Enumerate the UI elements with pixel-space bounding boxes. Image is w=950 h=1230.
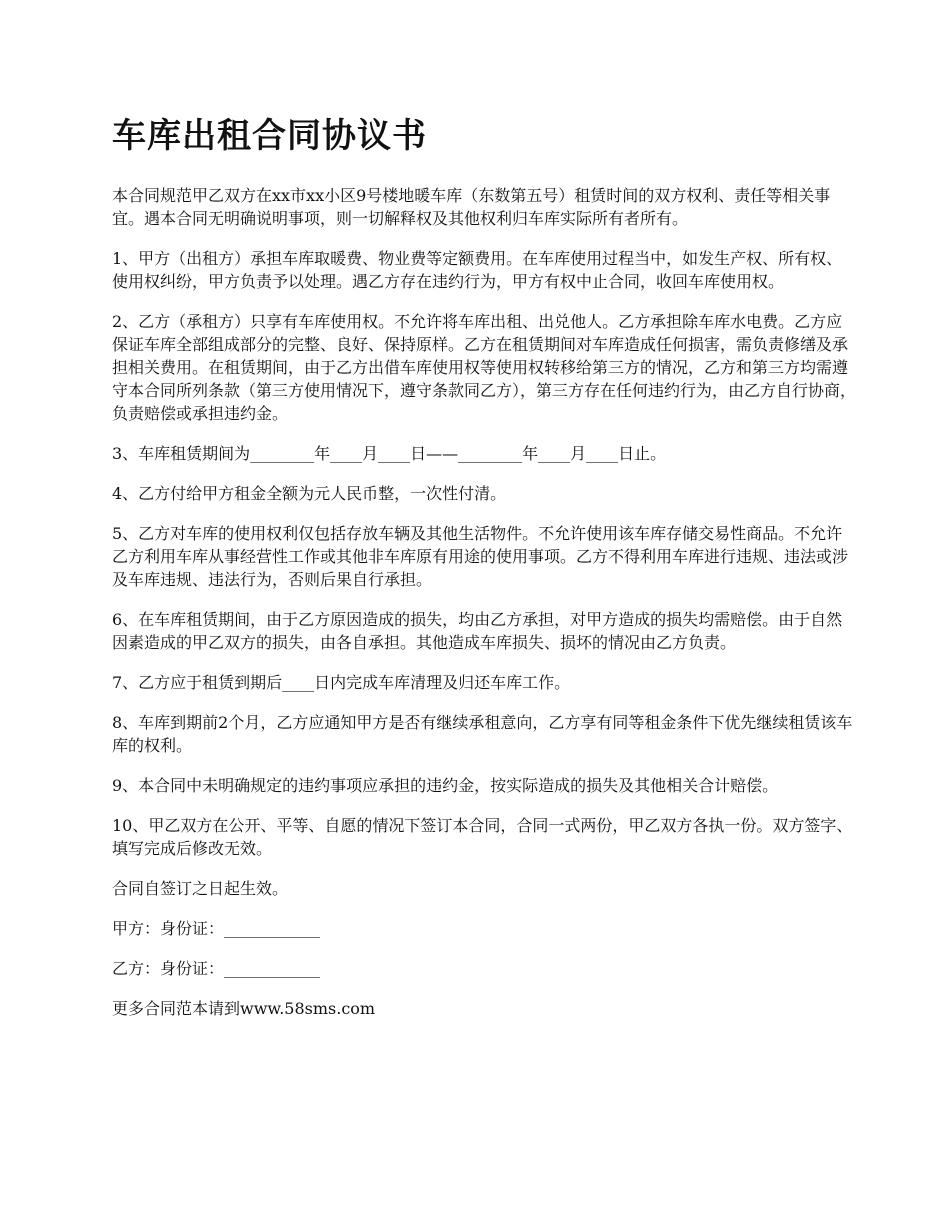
clause-9: 9、本合同中未明确规定的违约事项应承担的违约金，按实际造成的损失及其他相关合计赔偿。	[112, 776, 779, 795]
effective-statement: 合同自签订之日起生效。	[112, 879, 289, 898]
clause-8: 8、车库到期前2个月，乙方应通知甲方是否有继续承租意向，乙方享有同等租金条件下优先继续租赁该车库的权利。	[112, 713, 853, 755]
intro-paragraph: 本合同规范甲乙双方在xx市xx小区9号楼地暖车库（东数第五号）租赁时间的双方权利、责任等相关事宜。遇本合同无明确说明事项，则一切解释权及其他权利归车库实际所有者所有。	[112, 186, 831, 228]
clause-4: 4、乙方付给甲方租金全额为元人民币整，一次性付清。	[112, 484, 507, 503]
party-a-signature-line: 甲方：身份证：____________	[112, 919, 321, 938]
clause-1: 1、甲方（出租方）承担车库取暖费、物业费等定额费用。在车库使用过程当中，如发生产权、所有权、使用权纠纷，甲方负责予以处理。遇乙方存在违约行为，甲方有权中止合同，收回车库使用权。	[112, 249, 843, 291]
clause-5: 5、乙方对车库的使用权利仅包括存放车辆及其他生活物件。不允许使用该车库存储交易性商品。不允许乙方利用车库从事经营性工作或其他非车库原有用途的使用事项。乙方不得利用车库进行违规、违法或涉及车库违规、违法行为，否则后果自行承担。	[112, 524, 849, 589]
clause-10: 10、甲乙双方在公开、平等、自愿的情况下签订本合同，合同一式两份，甲乙双方各执一份。双方签字、填写完成后修改无效。	[112, 816, 853, 858]
document-title: 车库出租合同协议书	[112, 116, 427, 156]
clause-7: 7、乙方应于租赁到期后____日内完成车库清理及归还车库工作。	[112, 673, 571, 692]
document-page	[112, 110, 857, 1037]
clause-2: 2、乙方（承租方）只享有车库使用权。不允许将车库出租、出兑他人。乙方承担除车库水电费。乙方应保证车库全部组成部分的完整、良好、保持原样。乙方在租赁期间对车库造成任何损害，需负责修缮及承担相关费用。在租赁期间，由于乙方出借车库使用权等使用权转移给第三方的情况，乙方和第三方均需遵守本合同所列条款（第三方使用情况下，遵守条款同乙方），第三方存在任何违约行为，由乙方自行协商，负责赔偿或承担违约金。	[112, 312, 857, 423]
clause-3: 3、车库租赁期间为________年____月____日——________年____月____日止。	[112, 444, 667, 463]
party-b-signature-line: 乙方：身份证：____________	[112, 959, 321, 978]
footer-source-note: 更多合同范本请到www.58sms.com	[112, 999, 376, 1018]
clause-6: 6、在车库租赁期间，由于乙方原因造成的损失，均由乙方承担，对甲方造成的损失均需赔偿。由于自然因素造成的甲乙双方的损失，由各自承担。其他造成车库损失、损坏的情况由乙方负责。	[112, 610, 843, 652]
